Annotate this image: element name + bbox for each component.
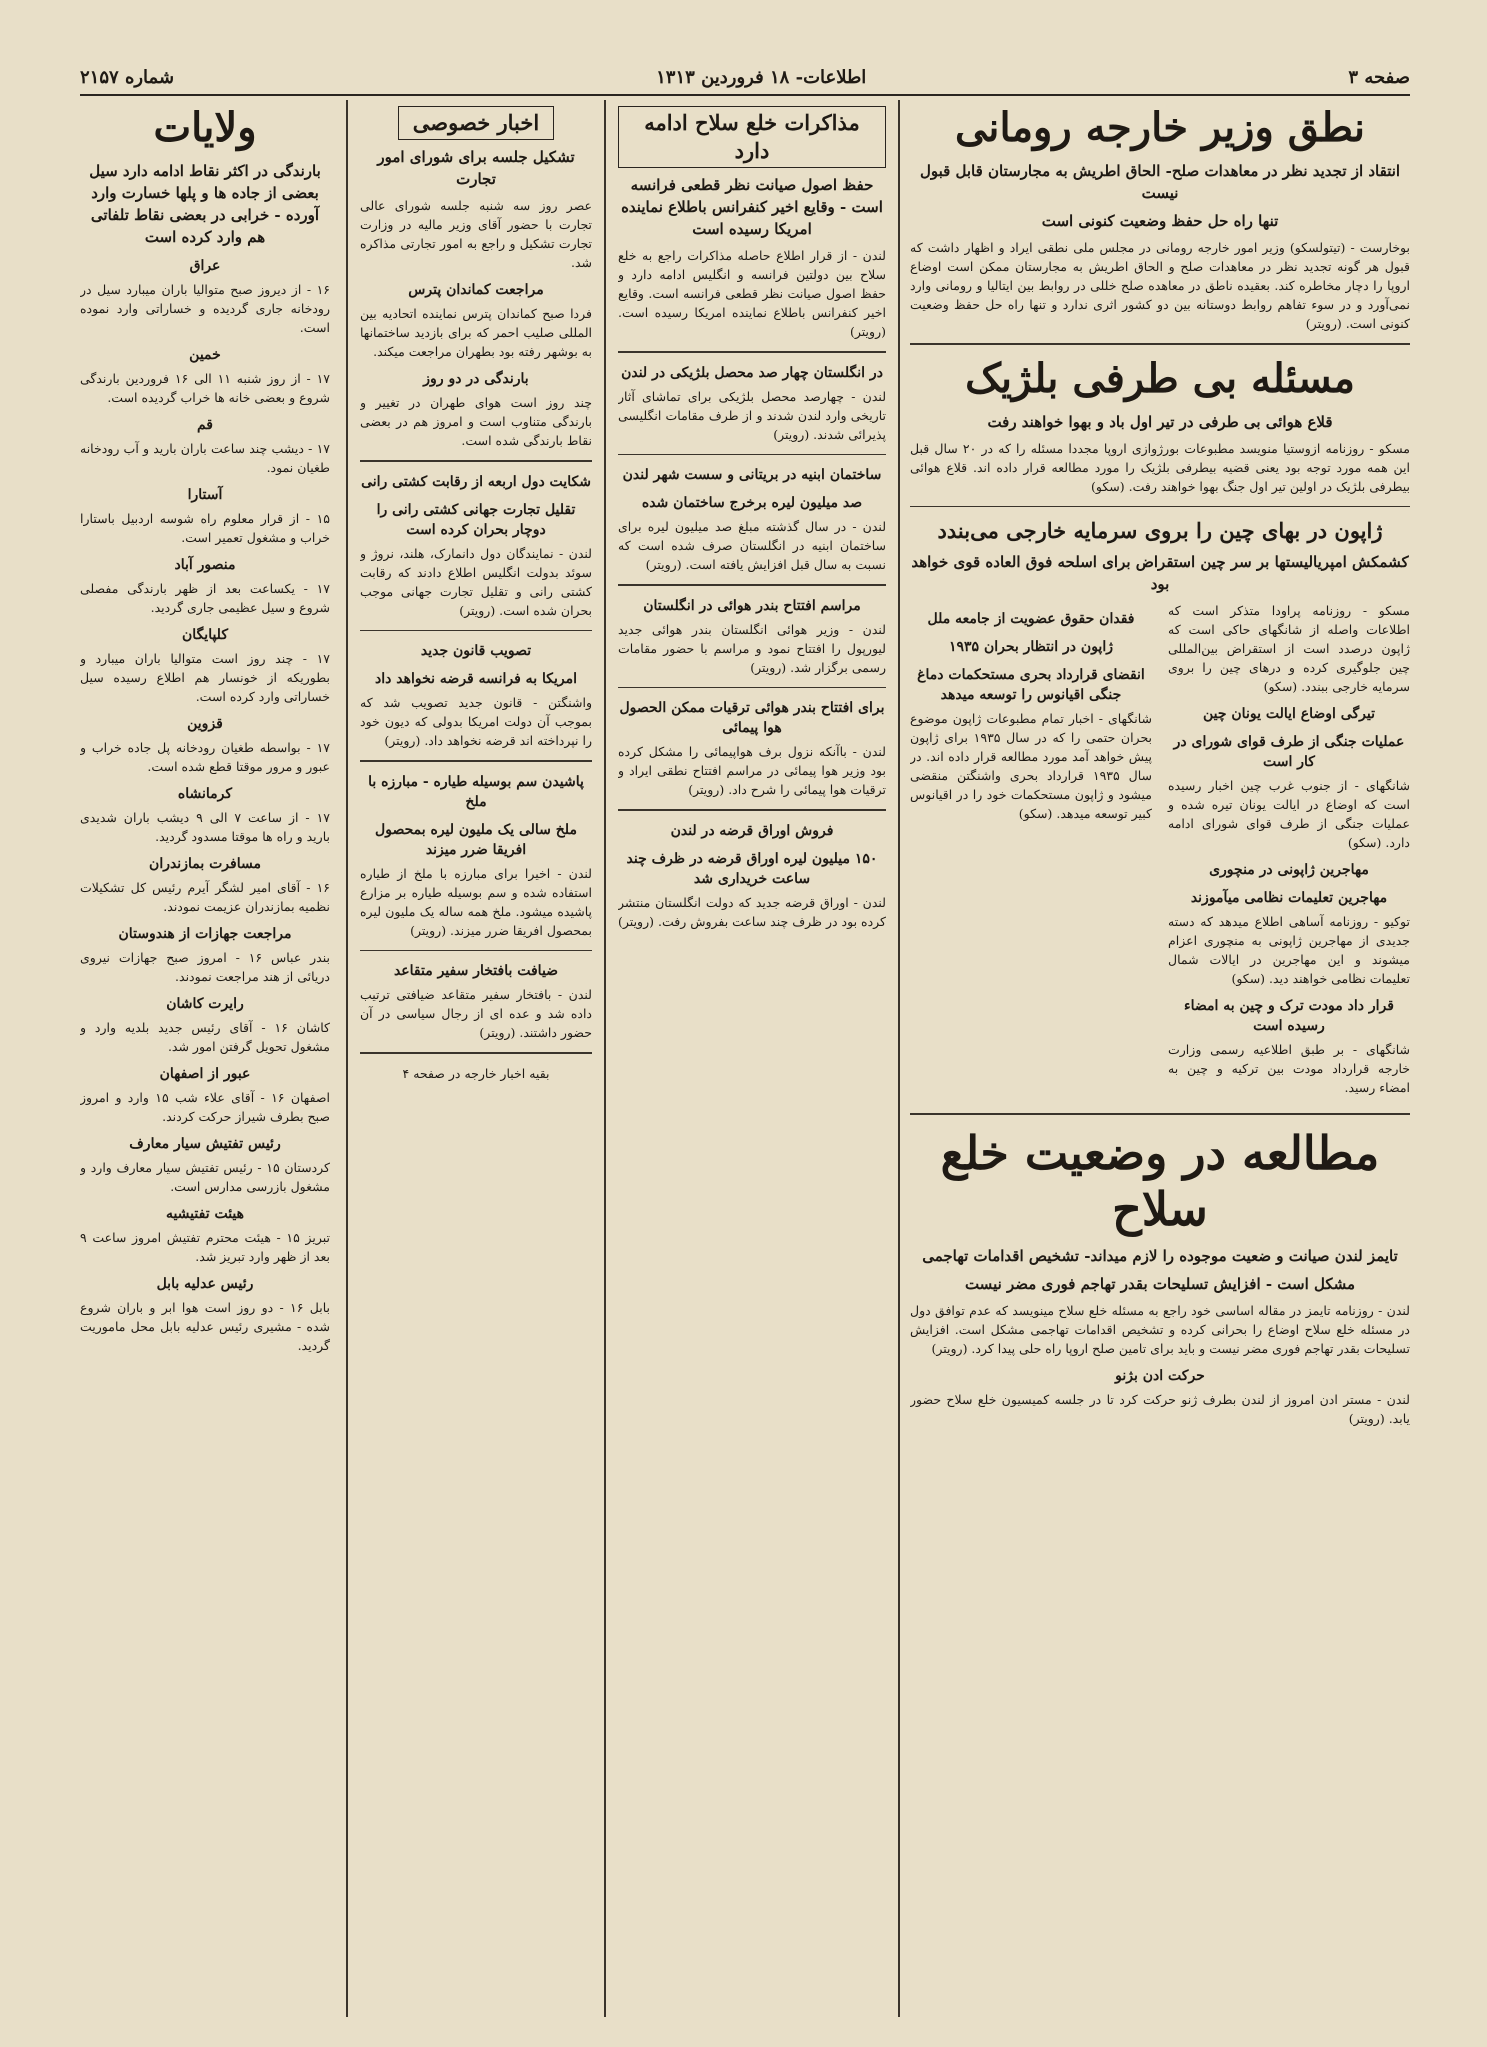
inspector-body: کردستان ۱۵ - رئیس تفتیش سیار معارف وارد و مشغول بازرسی مدارس است. [80,1160,330,1194]
provinces-headline: ولایات [153,104,257,151]
japan-china-headline: ژاپون در بهای چین را بروی سرمایه خارجی می‌بندد [937,518,1383,543]
disarm-talks-subtitle: حفظ اصول صیانت نظر قطعی فرانسه است - وقایع اخیر کنفرانس باطلاع نماینده امریکا رسیده است [621,176,883,238]
rain-headline: بارندگی در دو روز [423,371,529,387]
migrants-headline: مهاجرین ژاپونی در منچوری [1209,862,1369,878]
private-news-body: عصر روز سه شنبه جلسه شورای عالی تجارت با حضور آقای وزیر مالیه در وزارت تجارت تشکیل و راجع به امور تجارتی مذاکره شد. [360,198,592,270]
locust-headline: پاشیدن سم بوسیله طیاره - مبارزه با ملخ [368,773,584,810]
shipping-headline: شکایت دول اربعه از رقابت کشتی رانی [361,473,591,490]
bonds-headline: فروش اوراق قرضه در لندن [670,822,834,839]
romania-headline: نطق وزیر خارجه رومانی [954,104,1366,151]
unrest-headline: تیرگی اوضاع ایالت یونان چین [1202,706,1375,722]
japan-china-subtitle: کشمکش امپریالیستها بر سر چین استقراض برای اسلحه فوق العاده قوی خواهد بود [911,553,1409,593]
masthead-rule [80,94,1410,96]
board-body: تبریز ۱۵ - هیئت محترم تفتیش امروز ساعت ۹ بعد از ظهر وارد تبریز شد. [80,1230,330,1264]
bonds-subtitle: ۱۵۰ میلیون لیره اوراق قرضه در ظرف چند ساعت خریداری شد [626,850,878,887]
law-body: واشنگتن - قانون جدید تصویب شد که بموجب آن دولت امریکا بدولی که دیون خود را نپرداخته اند قرضه نخواهد داد. (رویتر) [360,695,592,748]
return-body: بندر عباس ۱۶ - امروز صبح جهازات نیروی دریائی از هند مراجعت نمودند. [80,950,330,984]
flight-headline: برای افتتاح بندر هوائی ترقیات ممکن الحصول هوا پیمائی [619,700,885,736]
students-body: لندن - چهارصد محصل بلژیکی برای تماشای آثار تاریخی وارد لندن شدند و از طرف مقامات انگلیسی پذیرائی شدند. (رویتر) [618,388,886,442]
ambassador-body: لندن - بافتخار سفیر متقاعد ضیافتی ترتیب داده شد و عده ای از رجال سیاسی در آن حضور داشتند. (رویتر) [360,987,592,1040]
province-item-place: قزوین [187,716,223,732]
rain-body: چند روز است هوای طهران در تغییر و بارندگی متناوب است و امروز هم در بعضی نقاط بارندگی شده است. [360,395,592,448]
travel-headline: مسافرت بمازندران [149,856,261,872]
province-item-text: ۱۷ - از روز شنبه ۱۱ الی ۱۶ فروردین بارندگی شروع و بعضی خانه ها خراب گردیده است. [80,371,330,405]
romania-subtitle-2: تنها راه حل حفظ وضعیت کنونی است [1041,212,1279,230]
unrest-subtitle: عملیات جنگی از طرف قوای شورای در کار است [1173,734,1405,770]
private-news-headline: اخبار خصوصی [398,106,554,140]
airport-headline: مراسم افتتاح بندر هوائی در انگلستان [643,597,861,614]
masthead [80,62,1410,92]
rector-body: فردا صبح کماندان پترس نماینده اتحادیه بین المللی صلیب احمر که برای بازدید ساختمانها به بوشهر رفته بود بطهران مراجعت میکند. [360,306,592,359]
disarmament-subtitle: تایمز لندن صیانت و ضعیت موجوده را لازم میداند- تشخیص اقدامات تهاجمی [922,1246,1398,1265]
migrants-body: توکیو - روزنامه آساهی اطلاع میدهد که دسته جدیدی از مهاجرین ژاپونی به منچوری اعزام میشوند و این مهاجرین در ایالات شمال تعلیمات نظامی خواهند دید. (سکو) [1168,914,1410,986]
unrest-body: شانگهای - از جنوب غرب چین اخبار رسیده است که اوضاع در ایالت یونان تیره شده و عملیات جنگی از طرف قوای شورای ادامه دارد. (سکو) [1168,778,1410,850]
construction-headline: ساختمان ابنیه در بریتانی و سست شهر لندن [622,467,882,483]
belgium-subtitle: قلاع هوائی بی طرفی در تیر اول باد و بهوا خواهند رفت [987,412,1333,431]
province-item-place: آستارا [187,487,223,503]
locust-body: لندن - اخیرا برای مبارزه با ملخ از طیاره استفاده شده و سم بوسیله طیاره بر مزارع پاشیده میشود. ملخ همه ساله یک ملیون لیره بمحصول افریقا ضرر میزند. (رویتر) [360,865,592,938]
flight-body: لندن - باآنکه نزول برف هواپیمائی را مشکل کرده بود وزیر هوا پیمائی در مراسم افتتاح نطقی ایراد و ترقیات هوا پیمائی را شرح داد. (رویتر) [618,744,886,797]
league-subtitle: ژاپون در انتظار بحران ۱۹۳۵ [949,639,1113,655]
column-world-news [910,100,1410,2017]
private-news-subtitle: تشکیل جلسه برای شورای امور تجارت [377,148,575,188]
belgium-body: مسکو - روزنامه ازوستیا منویسد مطبوعات بورژوازی اروپا مجددا مسئله را که در ۲۰ سال قبل این همه مورد توجه بود یعنی قضیه بیطرفی بلژیک را مورد مطالعه قرار داده اند. قلاع هوائی بیطرفی بلژیک در اولین تیر اول جنگ بهوا خواهند رفت. (سکو) [910,440,1410,494]
locust-subtitle: ملخ سالی یک ملیون لیره بمحصول افریقا ضرر میزند [375,821,577,858]
disarm-talks-headline: مذاکرات خلع سلاح ادامه دارد [618,106,886,168]
students-headline: در انگلستان چهار صد محصل بلژیکی در لندن [621,364,883,381]
bonds-body: لندن - اوراق قرضه جدید که دولت انگلستان منتشر کرده بود در ظرف چند ساعت بفروش رفت. (رویتر) [618,894,886,929]
law-subtitle: امریکا به فرانسه قرضه نخواهد داد [375,671,577,687]
disarmament-body: لندن - روزنامه تایمز در مقاله اساسی خود راجع به مسئله خلع سلاح مینویسد که عدم توافق دول در مسئله خلع سلاح اوضاع را بحرانی کرده و تشخیص اقدامات تهاجمی مشکل است. افزایش تسلیحات بقدر تهاجم فوری مضر نیست و باید برای تامین صلح اروپا راه حلی پیدا کرد. (رویتر) [910,1302,1410,1356]
court-body: بابل ۱۶ - دو روز است هوا ابر و باران شروع شده - مشیری رئیس عدلیه بابل محل ماموریت گردید. [80,1300,330,1353]
column-provinces [80,100,330,2017]
eden-headline: حرکت ادن بژنو [1115,1367,1205,1384]
romania-body: بوخارست - (تیتولسکو) وزیر امور خارجه رومانی در مجلس ملی نطقی ایراد و اظهار داشت که قبول هر گونه تجدید نظر در معاهدات صلح و الحاق اطریش به مجارستان ممکن است اوضاع اروپا را دچار مخاطره کند. بعقیده ناطق در معاهده صلح خللی در روابط بین ایتالیا و رومانی وارد نمی‌آورد و در سوء تفاهم روابط دوستانه بین دو کشور اثری ندارد و تنها راه حل حفظ وضعیت کنونی است. (رویتر) [910,240,1410,331]
newspaper-date: اطلاعات- ۱۸ فروردین ۱۳۱۳ [656,66,867,88]
disarmament-headline: مطالعه در وضعیت خلع سلاح [940,1125,1380,1236]
kashan-headline: رایرت کاشان [166,996,244,1012]
province-item-place: کلپایگان [182,627,228,643]
eden-body: لندن - مستر ادن امروز از لندن بطرف ژنو حرکت کرد تا در جلسه کمیسیون خلع سلاح حضور یابد. (رویتر) [910,1391,1410,1426]
migrants-subtitle: مهاجرین تعلیمات نظامی میآموزند [1190,890,1388,906]
continued-note: بقیه اخبار خارجه در صفحه ۴ [402,1065,550,1081]
disarmament-subtitle-2: مشکل است - افزایش تسلیحات بقدر تهاجم فوری مضر نیست [964,1274,1356,1293]
ambassador-headline: ضیافت بافتخار سفیر متقاعد [393,963,559,979]
shipping-subtitle: تقلیل تجارت جهانی کشتی رانی را دوچار بحران کرده است [376,501,576,538]
league-body: شانگهای - اخبار تمام مطبوعات ژاپون موضوع بحران حتمی را که در سال ۱۹۳۵ برای ژاپون پیش خواهد آمد مورد مطالعه قرار داده اند. در سال ۱۹۳۵ قرارداد بحری واشنگتن منقضی میشود و ژاپون مستحکمات خود را در اقیانوس کبیر توسعه میدهد. (سکو) [910,711,1152,821]
league-subtitle-2: انقضای قرارداد بحری مستحکمات دماغ جنگی اقیانوس را توسعه میدهد [917,667,1145,703]
province-item-text: ۱۵ - از قرار معلوم راه شوسه اردبیل باستارا خراب و مشغول تعمیر است. [80,511,330,545]
travel-body: ۱۶ - آقای امیر لشگر آیرم رئیس کل تشکیلات نظمیه بمازندران عزیمت نمودند. [80,880,330,914]
isfahan-body: اصفهان ۱۶ - آقای علاء شب ۱۵ وارد و امروز صبح بطرف شیراز حرکت کردند. [80,1090,330,1124]
page-number: صفحه ۳ [1348,66,1410,88]
provinces-list [80,256,330,846]
board-headline: هیئت تفتیشیه [165,1206,245,1222]
isfahan-headline: عبور از اصفهان [159,1066,251,1082]
belgium-headline: مسئله بی طرفی بلژیک [965,354,1355,402]
province-item-place: کرمانشاه [177,786,233,802]
province-item-text: ۱۷ - یکساعت بعد از ظهر بارندگی مفصلی شروع و سیل عظیمی جاری گردید. [80,581,330,615]
column-local-news [360,100,592,2017]
airport-body: لندن - وزیر هوائی انگلستان بندر هوائی جدید لیورپول را افتتاح نمود و مراسم با حضور مقامات رسمی برگزار شد. (رویتر) [618,621,886,675]
province-item-place: خمین [189,347,221,363]
rector-headline: مراجعت کماندان پترس [408,282,544,298]
treaty-body: شانگهای - بر طبق اطلاعیه رسمی وزارت خارجه قرارداد مودت بین ترکیه و چین به امضاء رسید. [1168,1042,1410,1095]
kashan-body: کاشان ۱۶ - آقای رئیس جدید بلدیه وارد و مشغول تحویل گرفتن امور شد. [80,1020,330,1054]
province-item-place: منصور آباد [174,557,236,573]
column-london-news [618,100,886,2017]
return-headline: مراجعت جهازات از هندوستان [118,926,292,942]
province-item-text: ۱۷ - دیشب چند ساعت باران بارید و آب رودخانه طغیان نمود. [80,441,330,475]
league-headline: فقدان حقوق عضویت از جامعه ملل [927,611,1135,627]
construction-body: لندن - در سال گذشته مبلغ صد میلیون لیره برای ساختمان ابنیه در انگلستان صرف شده است که نسبت به سال قبل افزایش یافته است. (رویتر) [618,519,886,572]
court-headline: رئیس عدلیه بابل [156,1276,254,1292]
treaty-headline: قرار داد مودت ترک و چین به امضاء رسیده است [1184,998,1394,1034]
province-item-place: قم [196,417,213,433]
province-item-place: عراق [189,258,221,274]
province-item-text: ۱۶ - از دیروز صبح متوالیا باران میبارد سیل در رودخانه جاری گردیده و خساراتی وارد نموده است. [80,282,330,335]
issue-number: شماره ۲۱۵۷ [80,66,175,88]
japan-china-body: مسکو - روزنامه پراودا متذکر است که اطلاعات واصله از شانگهای حاکی است که ژاپون درصدد است از استقراض بین‌المللی چین جلوگیری کرده و درهای چین را بروی سرمایه خارجی ببندد. (سکو) [1168,603,1410,694]
construction-subtitle: صد میلیون لیره برخرج ساختمان شده [641,495,863,511]
inspector-headline: رئیس تفتیش سیار معارف [129,1136,281,1152]
province-item-text: ۱۷ - بواسطه طغیان رودخانه پل جاده خراب و عبور و مرور موقتا قطع شده است. [80,740,330,774]
provinces-subtitle: بارندگی در اکثر نقاط ادامه دارد سیل بعضی از جاده ها و پلها خسارت وارد آورده - خرابی در بعضی نقاط تلفاتی هم وارد کرده است [89,162,321,246]
shipping-body: لندن - نمایندگان دول دانمارک، هلند، نروژ و سوئد بدولت انگلیس اطلاع دادند که رقابت کشتی رانی و تقلیل تجارت جهانی موجب بحران شده است. (رویتر) [360,545,592,618]
law-headline: تصویب قانون جدید [420,643,532,659]
province-item-text: ۱۷ - چند روز است متوالیا باران میبارد و بطوریکه از خونسار هم اطلاع رسیده سیل خساراتی وارد کرده است. [80,651,330,704]
romania-subtitle: انتقاد از تجدید نظر در معاهدات صلح- الحاق اطریش به مجارستان قابل قبول نیست [919,162,1401,202]
province-item-text: ۱۷ - از ساعت ۷ الی ۹ دیشب باران شدیدی بارید و راه ها موقتا مسدود گردید. [80,810,330,844]
disarm-talks-body: لندن - از قرار اطلاع حاصله مذاکرات راجع به خلع سلاح بین دولتین فرانسه و انگلیس ادامه دارد و حفظ اصول صیانت نظر قطعی فرانسه است. وقایع اخیر کنفرانس باطلاع نماینده امریکا رسیده است. (رویتر) [618,248,886,339]
